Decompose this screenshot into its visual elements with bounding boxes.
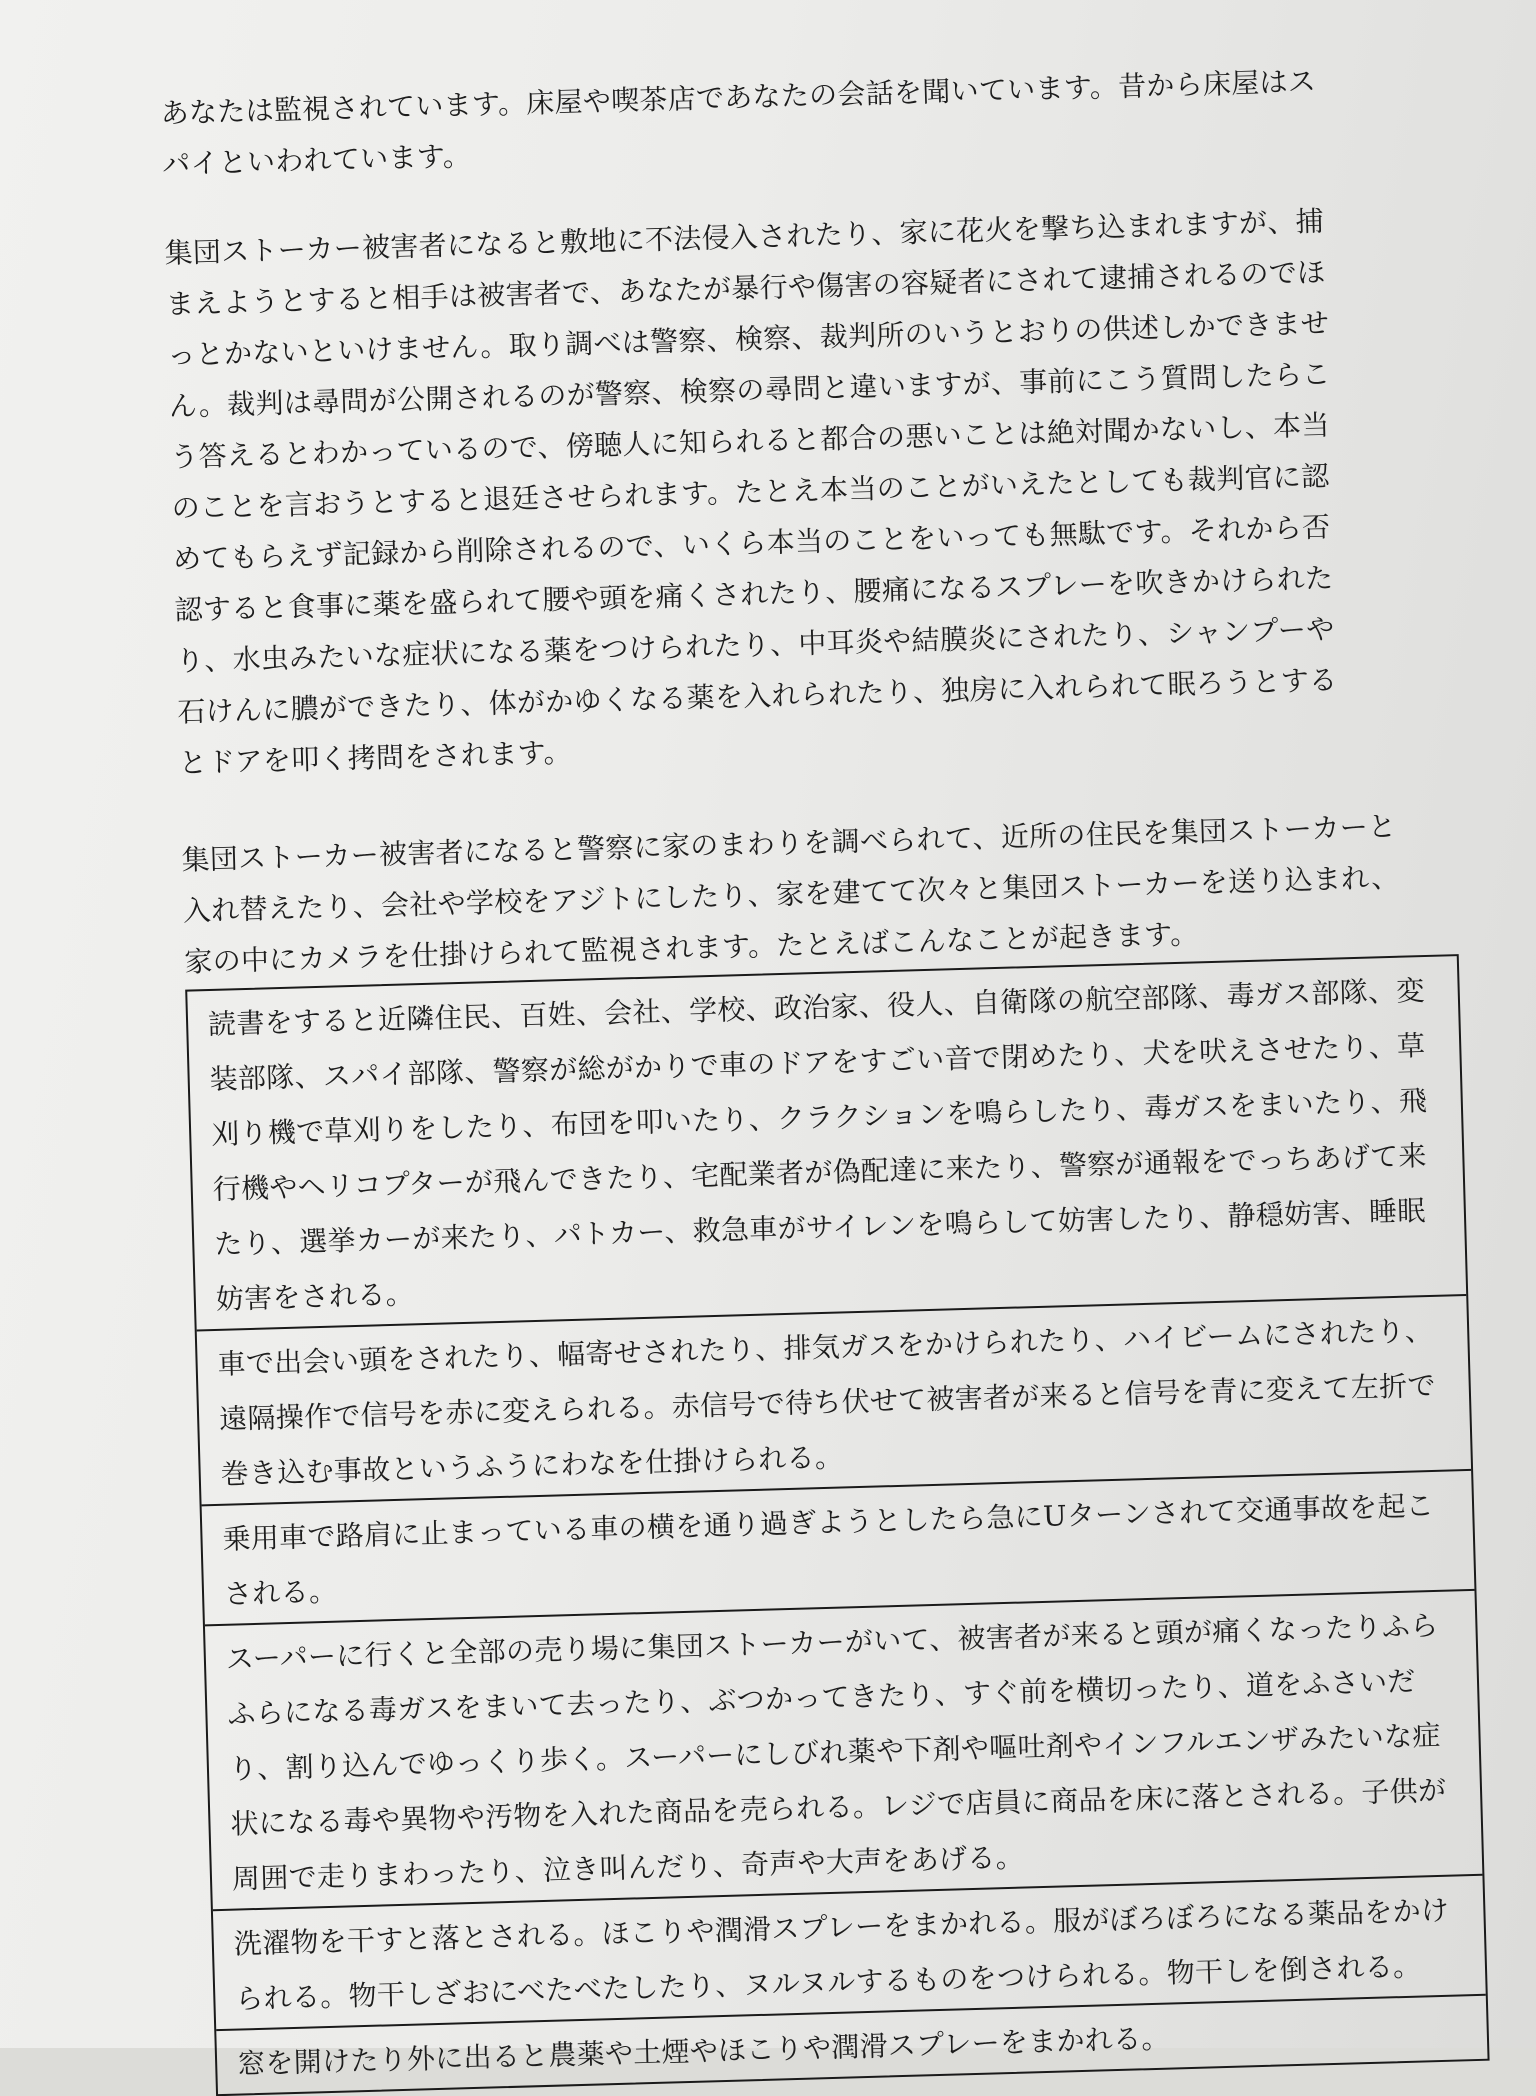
paragraph-arrest: 集団ストーカー被害者になると敷地に不法侵入されたり、家に花火を撃ち込まれますが、捕まえようとすると相手は被害者で、あなたが暴行や傷害の容疑者にされて逮捕されるのでほっとかないといけません。取り調べは警察、検察、裁判所のいうとおりの供述しかできません。裁判は尋問が公開されるのが警察、検察の尋問と違いますが、事前にこう質問したらこう答えるとわかっているので、傍聴人に知られると都合の悪いことは絶対聞かないし、本当のことを言おうとすると退廷させられます。たとえ本当のことがいえたとしても裁判官に認めてもらえず記録から削除されるので、いくら本当のことをいっても無駄です。それから否認すると食事に薬を盛られて腰や頭を痛くされたり、腰痛になるスプレーを吹きかけられたり、水虫みたいな症状になる薬をつけられたり、中耳炎や結膜炎にされたり、シャンプーや石けんに膿ができたり、体がかゆくなる薬を入れられたり、独房に入れられて眠ろうとするとドアを叩く拷問をされます。 xyxy=(164,204,1338,780)
table-row-traffic: 車で出会い頭をされたり、幅寄せされたり、排気ガスをかけられたり、ハイビームにされたり、遠隔操作で信号を赤に変えられる。赤信号で待ち伏せて被害者が来ると信号を青に変えて左折で巻き込む事故というふうにわなを仕掛けられる。 xyxy=(197,1296,1471,1506)
paragraph-neighbors: 集団ストーカー被害者になると警察に家のまわりを調べられて、近所の住民を集団ストーカーと入れ替えたり、会社や学校をアジトにしたり、家を建てて次々と集団ストーカーを送り込まれ、家の中にカメラを仕掛けられて監視されます。たとえばこんなことが起きます。 xyxy=(181,809,1400,979)
table-row-window: 窓を開けたり外に出ると農薬や土煙やほこりや潤滑スプレーをまかれる。 xyxy=(236,2021,1171,2081)
table-row-reading: 読書をすると近隣住民、百姓、会社、学校、政治家、役人、自衛隊の航空部隊、毒ガス部隊、変装部隊、スパイ部隊、警察が総がかりで車のドアをすごい音で閉めたり、犬を吠えさせたり、草刈り機で草刈りをしたり、布団を叩いたり、クラクションを鳴らしたり、毒ガスをまいたり、飛行機やヘリコプターが飛んできたり、宅配業者が偽配達に来たり、警察が通報をでっちあげて来たり、選挙カーが来たり、パトカー、救急車がサイレンを鳴らして妨害したり、静穏妨害、睡眠妨害をされる。 xyxy=(187,956,1466,1331)
table-row-supermarket: スーパーに行くと全部の売り場に集団ストーカーがいて、被害者が来ると頭が痛くなったりふらふらになる毒ガスをまいて去ったり、ぶつかってきたり、すぐ前を横切ったり、道をふさいだり、割り込んでゆっくり歩く。スーパーにしびれ薬や下剤や嘔吐剤やインフルエンザみたいな症状になる毒や異物や汚物を入れた商品を売られる。レジで店員に商品を床に落とされる。子供が周囲で走りまわったり、泣き叫んだり、奇声や大声をあげる。 xyxy=(205,1591,1482,1911)
table-row-laundry: 洗濯物を干すと落とされる。ほこりや潤滑スプレーをまかれる。服がぼろぼろになる薬品をかけられる。物干しざおにべたべたしたり、ヌルヌルするものをつけられる。物干しを倒される。 xyxy=(213,1876,1486,2031)
examples-table xyxy=(185,954,1489,2096)
table-row-uturn: 乗用車で路肩に止まっている車の横を通り過ぎようとしたら急にUターンされて交通事故を起こされる。 xyxy=(202,1471,1475,1626)
document-body xyxy=(160,52,1516,2096)
paragraph-surveillance: あなたは監視されています。床屋や喫茶店であなたの会話を聞いています。昔から床屋はスパイといわれています。 xyxy=(160,64,1317,181)
